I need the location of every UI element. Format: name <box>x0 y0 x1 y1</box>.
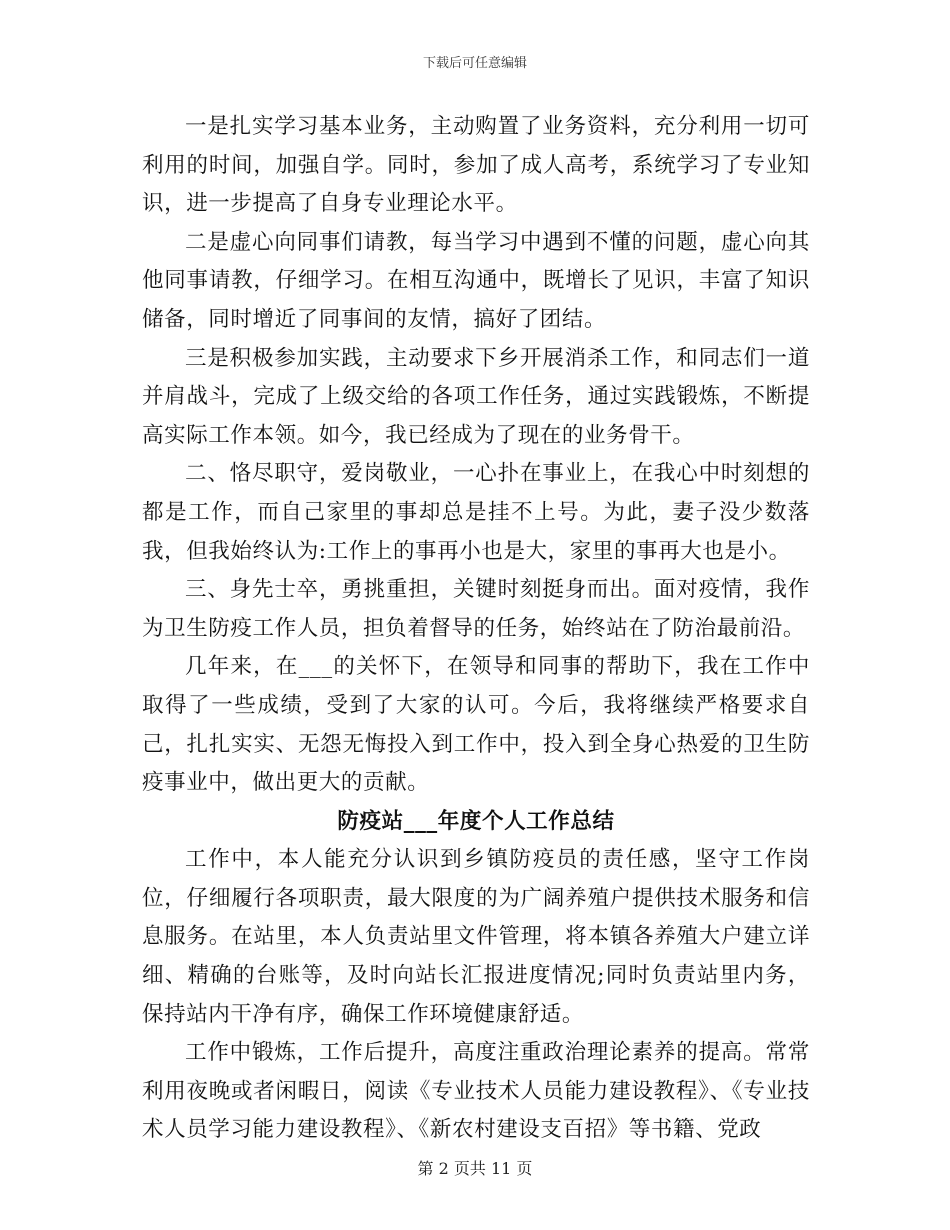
paragraph-responsibilities: 工作中，本人能充分认识到乡镇防疫员的责任感，坚守工作岗位，仔细履行各项职责，最大限度的为广阔养殖户提供技术服务和信息服务。在站里，本人负责站里文件管理，将本镇各养殖大户建立详细、精确的台账等，及时向站长汇报进度情况;同时负责站里内务，保持站内干净有序，确保工作环境健康舒适。 <box>142 847 810 1027</box>
page-header: 下载后可任意编辑 <box>422 56 527 71</box>
paragraph-lead-by-example: 三、身先士卒，勇挑重担，关键时刻挺身而出。面对疫情，我作为卫生防疫工作人员，担负着督导的任务，始终站在了防治最前沿。 <box>142 577 810 641</box>
page-footer: 第 2 页共 11 页 <box>417 1159 533 1178</box>
paragraph-dedication: 二、恪尽职守，爱岗敬业，一心扑在事业上，在我心中时刻想的都是工作，而自己家里的事却总是挂不上号。为此，妻子没少数落我，但我始终认为:工作上的事再小也是大，家里的事再大也是小。 <box>142 461 810 564</box>
paragraph-political-study: 工作中锻炼，工作后提升，高度注重政治理论素养的提高。常常利用夜晚或者闲暇日，阅读《专业技术人员能力建设教程》、《专业技术人员学习能力建设教程》、《新农村建设支百招》等书籍、党政 <box>142 1040 810 1143</box>
document-body <box>142 108 810 1150</box>
paragraph-ask-colleagues: 二是虚心向同事们请教，每当学习中遇到不懂的问题，虚心向其他同事请教，仔细学习。在相互沟通中，既增长了见识，丰富了知识储备，同时增近了同事间的友情，搞好了团结。 <box>142 229 810 332</box>
paragraph-practice: 三是积极参加实践，主动要求下乡开展消杀工作，和同志们一道并肩战斗，完成了上级交给的各项工作任务，通过实践锻炼，不断提高实际工作本领。如今，我已经成为了现在的业务骨干。 <box>142 345 810 448</box>
paragraph-conclusion: 几年来，在___的关怀下，在领导和同事的帮助下，我在工作中取得了一些成绩，受到了大家的认可。今后，我将继续严格要求自己，扎扎实实、无怨无悔投入到工作中，投入到全身心热爱的卫生防疫事业中，做出更大的贡献。 <box>142 654 810 796</box>
section-title: 防疫站___年度个人工作总结 <box>337 808 615 834</box>
paragraph-study-basics: 一是扎实学习基本业务，主动购置了业务资料，充分利用一切可利用的时间，加强自学。同时，参加了成人高考，系统学习了专业知识，进一步提高了自身专业理论水平。 <box>142 114 810 217</box>
